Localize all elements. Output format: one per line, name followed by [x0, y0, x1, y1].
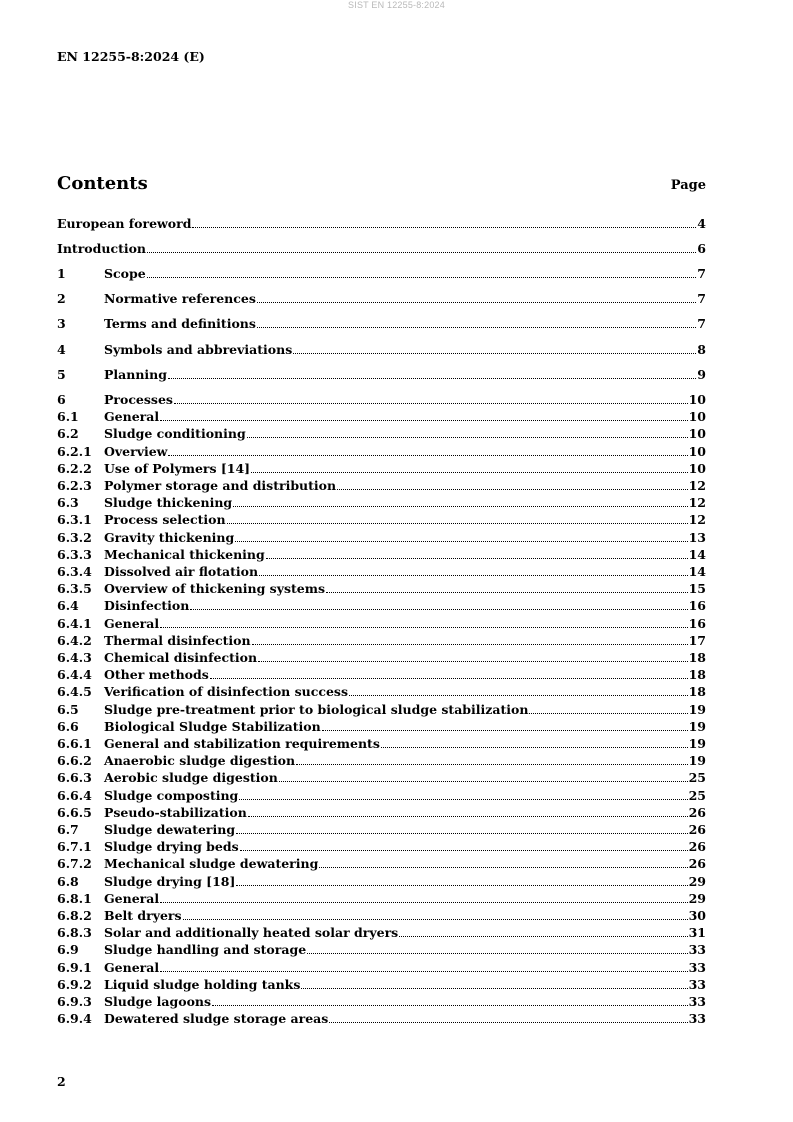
- toc-leader-dots: [236, 822, 688, 834]
- toc-entry-title: Symbols and abbreviations: [104, 342, 293, 357]
- toc-leader-dots: [210, 667, 688, 679]
- toc-leader-dots: [349, 684, 688, 696]
- toc-entry-page: 19: [688, 753, 706, 769]
- toc-entry-page: 17: [688, 632, 706, 648]
- toc-entry-number: 6.6.2: [57, 753, 92, 769]
- toc-entry-title: Sludge dewatering: [104, 822, 236, 837]
- toc-entry-title: Terms and definitions: [104, 316, 256, 331]
- toc-entry[interactable]: [57, 736, 706, 752]
- toc-entry-title: Polymer storage and distribution: [104, 478, 337, 493]
- toc-entry-number: 6.2.3: [57, 478, 92, 493]
- toc-entry[interactable]: [57, 753, 706, 769]
- toc-entry-number: 6.7.1: [57, 839, 92, 855]
- toc-entry-title: Mechanical sludge dewatering: [104, 856, 319, 872]
- toc-entry[interactable]: [57, 444, 706, 460]
- toc-entry-page: 7: [697, 266, 706, 281]
- toc-entry-number: 6.8.1: [57, 890, 92, 906]
- toc-entry[interactable]: [57, 874, 706, 890]
- toc-leader-dots: [257, 316, 696, 328]
- toc-entry[interactable]: [57, 342, 706, 358]
- toc-leader-dots: [257, 291, 696, 303]
- toc-entry-number: 6.7: [57, 822, 79, 837]
- toc-entry-title: General: [104, 959, 160, 975]
- toc-entry-number: 6.9.3: [57, 994, 92, 1009]
- toc-entry-title: Sludge handling and storage: [104, 942, 307, 958]
- toc-entry[interactable]: [57, 788, 706, 804]
- toc-entry-page: 6: [697, 241, 706, 256]
- toc-entry-page: 19: [688, 736, 706, 751]
- toc-entry-number: 6.4.2: [57, 632, 92, 648]
- toc-leader-dots: [235, 530, 687, 542]
- toc-entry-page: 10: [688, 409, 706, 425]
- toc-entry-number: 6.4.5: [57, 684, 92, 700]
- toc-entry-title: Belt dryers: [104, 908, 182, 923]
- toc-leader-dots: [248, 805, 688, 817]
- toc-entry[interactable]: [57, 908, 706, 924]
- toc-leader-dots: [259, 564, 688, 576]
- toc-leader-dots: [296, 753, 688, 765]
- toc-leader-dots: [329, 1011, 687, 1023]
- toc-entry-number: 6.2.2: [57, 460, 92, 476]
- toc-entry[interactable]: [57, 719, 706, 735]
- toc-leader-dots: [160, 891, 687, 903]
- toc-entry[interactable]: [57, 316, 706, 332]
- toc-leader-dots: [247, 426, 688, 438]
- toc-entry-title: Pseudo-stabilization: [104, 804, 247, 820]
- toc-entry[interactable]: [57, 461, 706, 477]
- toc-entry[interactable]: [57, 667, 706, 683]
- toc-entry-number: 6.6.4: [57, 787, 92, 803]
- toc-entry-number: 6.6.3: [57, 770, 92, 786]
- toc-entry-title: Verification of disinfection success: [104, 684, 348, 700]
- toc-entry-number: 6.1: [57, 409, 79, 425]
- toc-entry-title: Process selection: [104, 512, 226, 528]
- toc-entry-page: 15: [688, 581, 706, 597]
- toc-entry[interactable]: [57, 547, 706, 563]
- toc-entry-title: Sludge lagoons: [104, 994, 212, 1009]
- toc-entry-page: 7: [697, 291, 706, 306]
- toc-leader-dots: [147, 266, 697, 278]
- toc-entry-page: 29: [688, 890, 706, 906]
- toc-entry[interactable]: [57, 564, 706, 580]
- toc-entry[interactable]: [57, 241, 706, 257]
- page-column-label: Page: [670, 178, 706, 193]
- toc-entry-title: Introduction: [57, 241, 147, 256]
- toc-entry[interactable]: [57, 702, 706, 718]
- toc-entry-page: 26: [688, 839, 706, 855]
- toc-entry-page: 33: [688, 942, 706, 958]
- toc-leader-dots: [147, 241, 696, 253]
- toc-entry-title: Solar and additionally heated solar dryers: [104, 925, 399, 941]
- toc-entry-title: Thermal disinfection: [104, 632, 251, 648]
- toc-entry-page: 33: [688, 1011, 706, 1027]
- toc-entry-title: General: [104, 409, 160, 425]
- toc-entry[interactable]: [57, 291, 706, 307]
- toc-leader-dots: [322, 719, 688, 731]
- toc-entry-number: 3: [57, 316, 66, 331]
- toc-entry-title: Mechanical thickening: [104, 546, 265, 562]
- toc-leader-dots: [293, 342, 696, 354]
- toc-entry-title: Overview: [104, 443, 168, 459]
- toc-entry-page: 16: [688, 615, 706, 631]
- toc-entry-number: 6.4: [57, 598, 79, 614]
- toc-leader-dots: [239, 788, 687, 800]
- toc-leader-dots: [251, 461, 687, 473]
- toc-entry-number: 6.3.3: [57, 546, 92, 562]
- toc-entry-number: 6.8.3: [57, 925, 92, 941]
- toc-leader-dots: [279, 770, 688, 782]
- toc-entry[interactable]: [57, 977, 706, 993]
- toc-entry-title: Gravity thickening: [104, 529, 235, 545]
- watermark: SIST EN 12255-8:2024: [348, 0, 445, 10]
- toc-entry-number: 6.6.1: [57, 736, 92, 751]
- toc-entry-title: Scope: [104, 266, 146, 281]
- toc-entry[interactable]: [57, 684, 706, 700]
- toc-entry-page: 26: [688, 856, 706, 872]
- toc-leader-dots: [301, 977, 687, 989]
- toc-entry-page: 9: [697, 367, 706, 382]
- toc-entry[interactable]: [57, 581, 706, 597]
- toc-entry[interactable]: [57, 994, 706, 1010]
- toc-entry-title: Liquid sludge holding tanks: [104, 976, 301, 992]
- toc-entry-page: 18: [688, 650, 706, 665]
- toc-entry-number: 6.3.4: [57, 564, 92, 579]
- toc-entry-number: 5: [57, 367, 66, 382]
- toc-entry[interactable]: [57, 925, 706, 941]
- toc-leader-dots: [160, 960, 687, 972]
- toc-entry-number: 6.9.4: [57, 1011, 92, 1027]
- toc-entry-number: 6.9: [57, 942, 79, 958]
- toc-leader-dots: [212, 994, 688, 1006]
- toc-entry[interactable]: [57, 495, 706, 511]
- toc-leader-dots: [183, 908, 688, 920]
- toc-entry[interactable]: [57, 409, 706, 425]
- toc-entry-title: Normative references: [104, 291, 256, 306]
- toc-entry[interactable]: [57, 770, 706, 786]
- toc-leader-dots: [307, 942, 687, 954]
- toc-entry-page: 18: [688, 667, 706, 683]
- toc-entry-number: 6.9.1: [57, 959, 92, 975]
- toc-entry-page: 33: [688, 959, 706, 975]
- toc-entry-page: 12: [688, 478, 706, 493]
- toc-entry-page: 25: [688, 770, 706, 786]
- toc-entry-title: Processes: [104, 392, 173, 407]
- toc-entry-page: 10: [688, 460, 706, 476]
- toc-entry-title: Overview of thickening systems: [104, 581, 326, 597]
- toc-entry-title: Aerobic sludge digestion: [104, 770, 278, 786]
- toc-entry-title: General and stabilization requirements: [104, 736, 380, 751]
- contents-title: Contents: [57, 173, 148, 194]
- toc-leader-dots: [381, 736, 688, 748]
- toc-entry-page: 26: [688, 822, 706, 837]
- toc-entry-title: Dewatered sludge storage areas: [104, 1011, 329, 1027]
- toc-entry-page: 14: [688, 564, 706, 579]
- toc-entry-page: 12: [688, 512, 706, 528]
- toc-entry-title: Sludge composting: [104, 787, 239, 803]
- toc-entry[interactable]: [57, 392, 706, 408]
- toc-entry-page: 33: [688, 994, 706, 1009]
- toc-entry-title: Chemical disinfection: [104, 650, 258, 665]
- toc-entry-number: 6: [57, 392, 66, 407]
- page-number: 2: [57, 1074, 66, 1089]
- toc-entry[interactable]: [57, 426, 706, 442]
- toc-entry-number: 6.3.1: [57, 512, 92, 528]
- toc-entry[interactable]: [57, 960, 706, 976]
- toc-entry[interactable]: [57, 1011, 706, 1027]
- toc-entry-page: 30: [688, 908, 706, 923]
- toc-entry-title: Use of Polymers [14]: [104, 460, 251, 476]
- toc-leader-dots: [529, 702, 687, 714]
- contents-heading: [57, 173, 706, 194]
- toc-entry-number: 1: [57, 266, 66, 281]
- toc-leader-dots: [236, 874, 687, 886]
- toc-entry-number: 2: [57, 291, 66, 306]
- toc-entry-number: 6.3.5: [57, 581, 92, 597]
- toc-entry[interactable]: [57, 942, 706, 958]
- toc-entry[interactable]: [57, 512, 706, 528]
- toc-entry-page: 19: [688, 718, 706, 734]
- toc-leader-dots: [227, 512, 688, 524]
- toc-leader-dots: [190, 598, 687, 610]
- toc-entry-title: Biological Sludge Stabilization: [104, 718, 321, 734]
- toc-entry[interactable]: [57, 822, 706, 838]
- toc-entry-title: Sludge thickening: [104, 495, 233, 511]
- toc-entry[interactable]: [57, 650, 706, 666]
- toc-leader-dots: [233, 495, 687, 507]
- toc-entry-title: Anaerobic sludge digestion: [104, 753, 296, 769]
- toc-entry-page: 29: [688, 873, 706, 889]
- toc-leader-dots: [174, 392, 688, 404]
- toc-entry-number: 6.2: [57, 426, 79, 442]
- toc-entry-title: Dissolved air flotation: [104, 564, 259, 579]
- toc-leader-dots: [160, 616, 687, 628]
- toc-leader-dots: [258, 650, 688, 662]
- toc-entry-title: General: [104, 615, 160, 631]
- toc-entry[interactable]: [57, 266, 706, 282]
- toc-entry-number: 6.6: [57, 718, 79, 734]
- toc-entry-page: 10: [688, 426, 706, 442]
- document-id: EN 12255-8:2024 (E): [57, 49, 205, 64]
- toc-leader-dots: [192, 216, 696, 228]
- toc-leader-dots: [240, 839, 688, 851]
- toc-entry[interactable]: [57, 478, 706, 494]
- toc-entry-title: Sludge drying [18]: [104, 873, 236, 889]
- toc-entry-page: 10: [688, 443, 706, 459]
- toc-entry-page: 8: [697, 342, 706, 357]
- toc-entry[interactable]: [57, 856, 706, 872]
- toc-entry-page: 13: [688, 529, 706, 545]
- toc-entry-number: 6.2.1: [57, 443, 92, 459]
- toc-leader-dots: [266, 547, 688, 559]
- toc-entry-page: 26: [688, 804, 706, 820]
- toc-entry-title: Sludge drying beds: [104, 839, 239, 855]
- toc-entry-number: 6.4.1: [57, 615, 92, 631]
- toc-entry-page: 18: [688, 684, 706, 700]
- toc-entry-page: 7: [697, 316, 706, 331]
- toc-entry-number: 6.8: [57, 873, 79, 889]
- toc-leader-dots: [252, 633, 688, 645]
- toc-entry-page: 25: [688, 787, 706, 803]
- toc-entry-page: 19: [688, 701, 706, 717]
- toc-leader-dots: [326, 581, 688, 593]
- toc-entry-title: Disinfection: [104, 598, 190, 614]
- toc-entry-title: European foreword: [57, 216, 192, 231]
- toc-entry-page: 4: [697, 216, 706, 231]
- toc-leader-dots: [319, 856, 687, 868]
- toc-entry-title: Sludge conditioning: [104, 426, 246, 442]
- toc-entry-number: 6.3.2: [57, 529, 92, 545]
- toc-entry-title: Planning: [104, 367, 168, 382]
- toc-entry-number: 6.4.3: [57, 650, 92, 665]
- toc-entry-page: 31: [688, 925, 706, 941]
- toc-entry-page: 14: [688, 546, 706, 562]
- toc-entry-number: 6.4.4: [57, 667, 92, 683]
- toc-entry[interactable]: [57, 216, 706, 232]
- toc-entry-number: 6.8.2: [57, 908, 92, 923]
- toc-entry-page: 10: [688, 392, 706, 407]
- toc-entry-page: 16: [688, 598, 706, 614]
- toc-entry-title: General: [104, 890, 160, 906]
- toc-entry-page: 33: [688, 976, 706, 992]
- toc-entry[interactable]: [57, 530, 706, 546]
- toc-entry-page: 12: [688, 495, 706, 511]
- toc-entry-number: 6.9.2: [57, 976, 92, 992]
- toc-entry-title: Other methods: [104, 667, 209, 683]
- toc-entry-number: 6.3: [57, 495, 79, 511]
- toc-entry-number: 6.5: [57, 701, 79, 717]
- toc-entry-number: 6.6.5: [57, 804, 92, 820]
- toc-leader-dots: [160, 409, 687, 421]
- toc-entry[interactable]: [57, 805, 706, 821]
- toc-entry-number: 4: [57, 342, 66, 357]
- toc-entry[interactable]: [57, 891, 706, 907]
- toc-entry[interactable]: [57, 616, 706, 632]
- toc-leader-dots: [168, 367, 696, 379]
- toc-entry-title: Sludge pre-treatment prior to biological sludge stabilization: [104, 701, 529, 717]
- toc-entry[interactable]: [57, 839, 706, 855]
- toc-leader-dots: [337, 478, 687, 490]
- toc-leader-dots: [168, 444, 687, 456]
- toc-entry[interactable]: [57, 598, 706, 614]
- toc-entry[interactable]: [57, 633, 706, 649]
- toc-leader-dots: [399, 925, 687, 937]
- toc-entry[interactable]: [57, 367, 706, 383]
- toc-entry-number: 6.7.2: [57, 856, 92, 872]
